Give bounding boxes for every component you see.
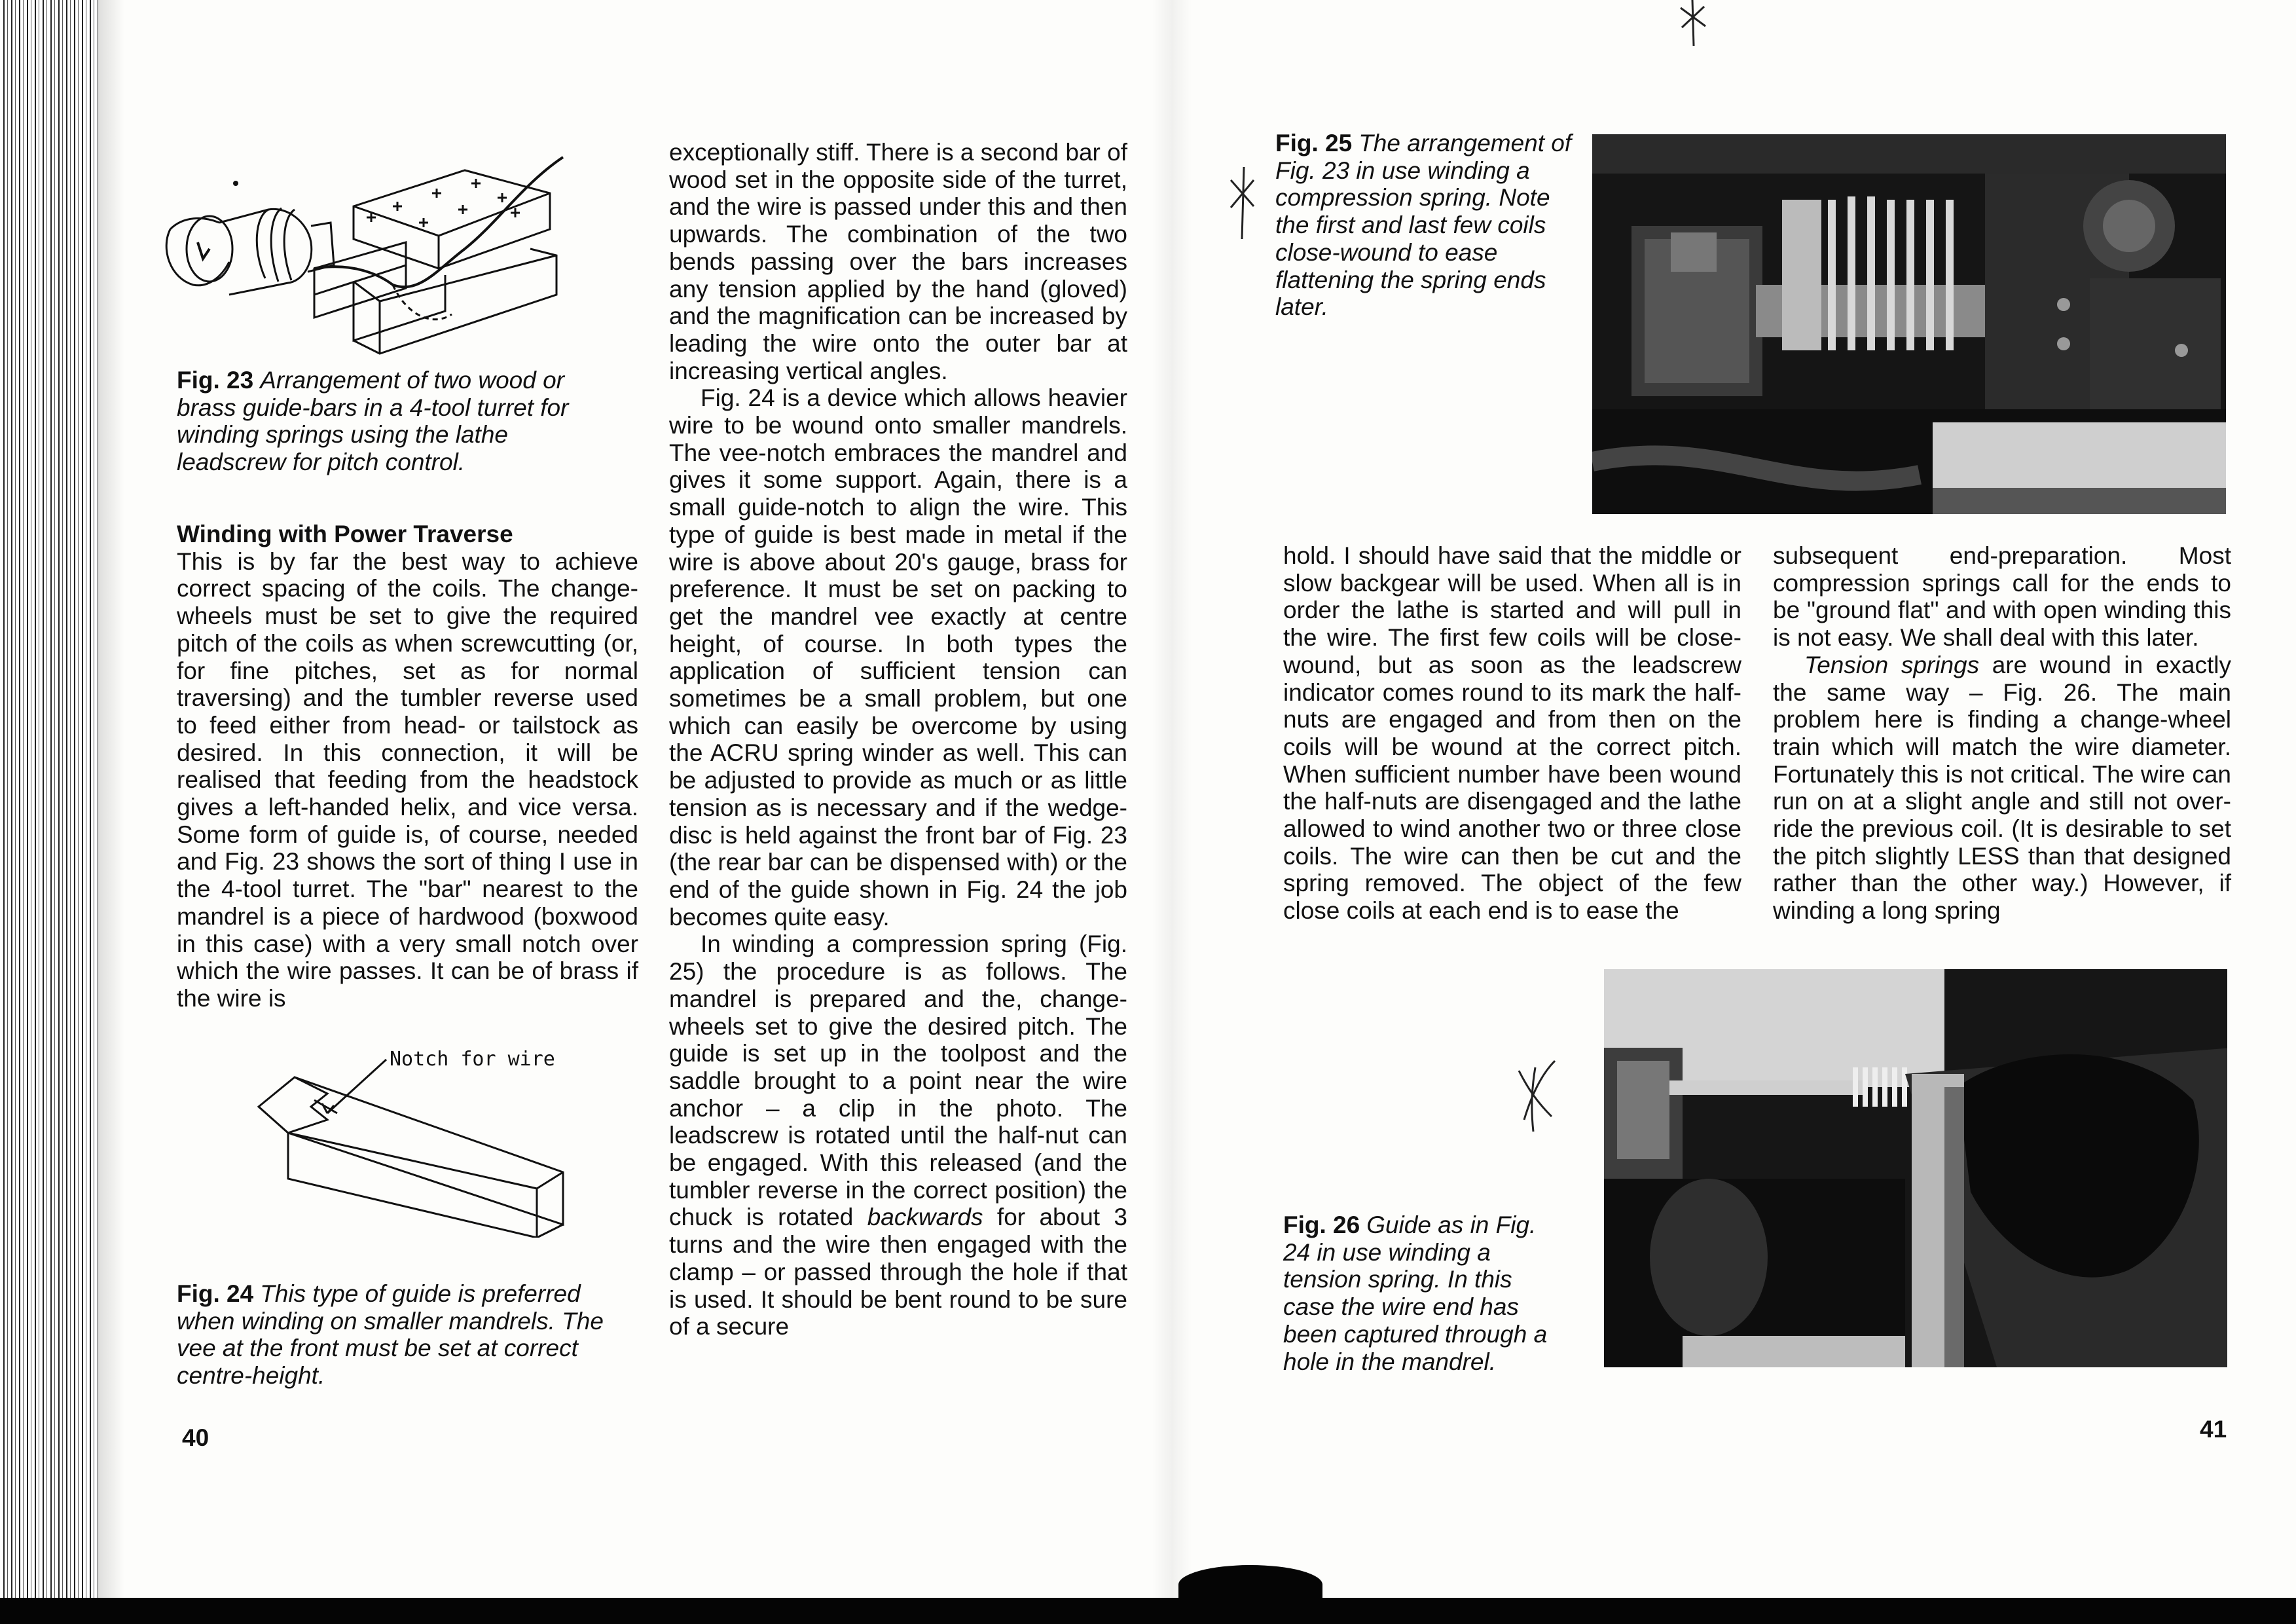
left-column-2 bbox=[669, 139, 1127, 1340]
right-column-1 bbox=[1283, 542, 1741, 925]
fig25-photo bbox=[1592, 134, 2226, 514]
col1-paragraph: This is by far the best way to achieve correct spacing of the coils. The change-wheels must be set to give the required pitch of the coils as when screwcutting (or, for fine pitches, set as for normal traversing) and the tumbler reverse used to feed either from head- or tailstock as desired. In this connection, it will be realised that feeding from the headstock gives a left-handed helix, and vice versa. Some form of guide is, of course, needed and Fig. 23 shows the sort of thing I use in the 4-tool turret. The "bar" nearest to the mandrel is a piece of hardwood (boxwood in this case) with a very small notch over which the wire passes. It can be of brass if the wire is bbox=[177, 547, 638, 1012]
fig24-caption bbox=[177, 1280, 635, 1390]
col4-p2-emphasis: Tension springs bbox=[1804, 651, 1980, 678]
fig23-caption bbox=[177, 367, 609, 476]
col2-p3-emphasis: backwards bbox=[867, 1204, 983, 1231]
fig26-photo bbox=[1604, 969, 2227, 1367]
fig26-caption-text: Guide as in Fig. 24 in use winding a tension spring. In this case the wire end has been captured through a hole in the mandrel. bbox=[1283, 1211, 1548, 1375]
pen-mark-fig25 bbox=[1228, 167, 1257, 239]
pen-mark-top bbox=[1673, 0, 1712, 52]
col4-paragraph-2 bbox=[1773, 652, 2231, 925]
fig26-label: Fig. 26 bbox=[1283, 1211, 1360, 1238]
fig25-label: Fig. 25 bbox=[1275, 130, 1353, 157]
fig26-photo-content bbox=[1604, 969, 2227, 1367]
section-heading: Winding with Power Traverse bbox=[177, 521, 513, 547]
spine-shadow bbox=[98, 0, 124, 1624]
book-spine bbox=[0, 0, 98, 1624]
col3-paragraph: hold. I should have said that the middle or slow backgear will be used. When all is in order the lathe is started and will pull in the wire. The first few coils will be close-wound, but as soon as the leadscrew indicator comes round to its mark the half-nuts are engaged and from then on the coils will be wound at the correct pitch. When sufficient number have been wound the half-nuts are disengaged and the lathe allowed to wind another two or three close coils. The wire can then be cut and the spring removed. The object of the few close coils at each end is to ease the bbox=[1283, 542, 1741, 925]
fig26-caption bbox=[1283, 1211, 1558, 1375]
right-column-2 bbox=[1773, 542, 2231, 925]
left-column-1 bbox=[177, 521, 638, 1012]
col2-paragraph-3 bbox=[669, 931, 1127, 1340]
center-gutter bbox=[1152, 0, 1192, 1598]
fig23-caption-text: Arrangement of two wood or brass guide-bars in a 4-tool turret for winding springs using the lathe leadscrew for pitch control. bbox=[177, 367, 569, 476]
pen-mark-fig26 bbox=[1512, 1054, 1558, 1133]
fig24-label: Fig. 24 bbox=[177, 1280, 254, 1307]
col2-paragraph-2: Fig. 24 is a device which allows heavier wire to be wound onto smaller mandrels. The vee-notch embraces the mandrel and gives it some support. Again, there is a small guide-notch to align the wire. This type of guide is best made in metal if the wire is above about 20's gauge, brass for preference. It must be set on packing to get the mandrel vee exactly at centre height, of course. In both types the application of sufficient tension can sometimes be a small problem, but one which can easily be overcome by using the ACRU spring winder as well. This can be adjusted to provide as much or as little tension as is necessary and if the wedge-disc is held against the front bar of Fig. 23 (the rear bar can be dispensed with) or the end of the guide shown in Fig. 24 the job becomes quite easy. bbox=[669, 384, 1127, 931]
page-number-right: 41 bbox=[2200, 1416, 2227, 1443]
fig24-annotation: Notch for wire bbox=[390, 1048, 555, 1071]
fig25-caption-text: The arrangement of Fig. 23 in use winding a compression spring. Note the first and last few coils close-wound to ease flattening the spring ends later. bbox=[1275, 130, 1572, 321]
fig23-label: Fig. 23 bbox=[177, 367, 254, 394]
page-number-left: 40 bbox=[182, 1424, 210, 1451]
fig23-drawing bbox=[157, 144, 681, 360]
fig24-caption-text: This type of guide is preferred when winding on smaller mandrels. The vee at the front must be set at correct centre-height. bbox=[177, 1280, 604, 1390]
fig24-drawing bbox=[249, 1041, 576, 1238]
col4-paragraph-1: subsequent end-preparation. Most compression springs call for the ends to be "ground flat" and with open winding this is not easy. We shall deal with this later. bbox=[1773, 542, 2231, 652]
col2-p3-part-a: In winding a compression spring (Fig. 25) the procedure is as follows. The mandrel is prepared and the, change-wheels set to give the desired pitch. The guide is set up in the toolpost and the saddle brought to a point near the wire anchor – a clip in the photo. The leadscrew is rotated until the half-nut can be engaged. With this released (and the tumbler reverse in the correct position) the chuck is rotated bbox=[669, 931, 1127, 1231]
fig25-photo-content bbox=[1592, 134, 2226, 514]
col4-p2-rest: are wound in exactly the same way – Fig. 26. The main problem here is finding a change-wheel train which will match the wire diameter. Fortunately this is not critical. The wire can run on at a slight angle and still not over-ride the previous coil. (It is desirable to set the pitch slightly LESS than that designed rather than the other way.) However, if winding a long spring bbox=[1773, 651, 2231, 925]
col2-paragraph-1: exceptionally stiff. There is a second bar of wood set in the opposite side of the turret, and the wire is passed under this and then upwards. The combination of the two bends passing over the bars increases any tension applied by the hand (gloved) and the magnification can be increased by leading the wire onto the outer bar at increasing vertical angles. bbox=[669, 139, 1127, 384]
fig25-caption bbox=[1275, 130, 1576, 321]
col2-p3-part-b: for about 3 turns and the wire then engaged with the clamp – or passed through the hole if that is used. It should be bent round to be sure of a secure bbox=[669, 1204, 1128, 1340]
book-bottom-edge bbox=[0, 1598, 2296, 1624]
